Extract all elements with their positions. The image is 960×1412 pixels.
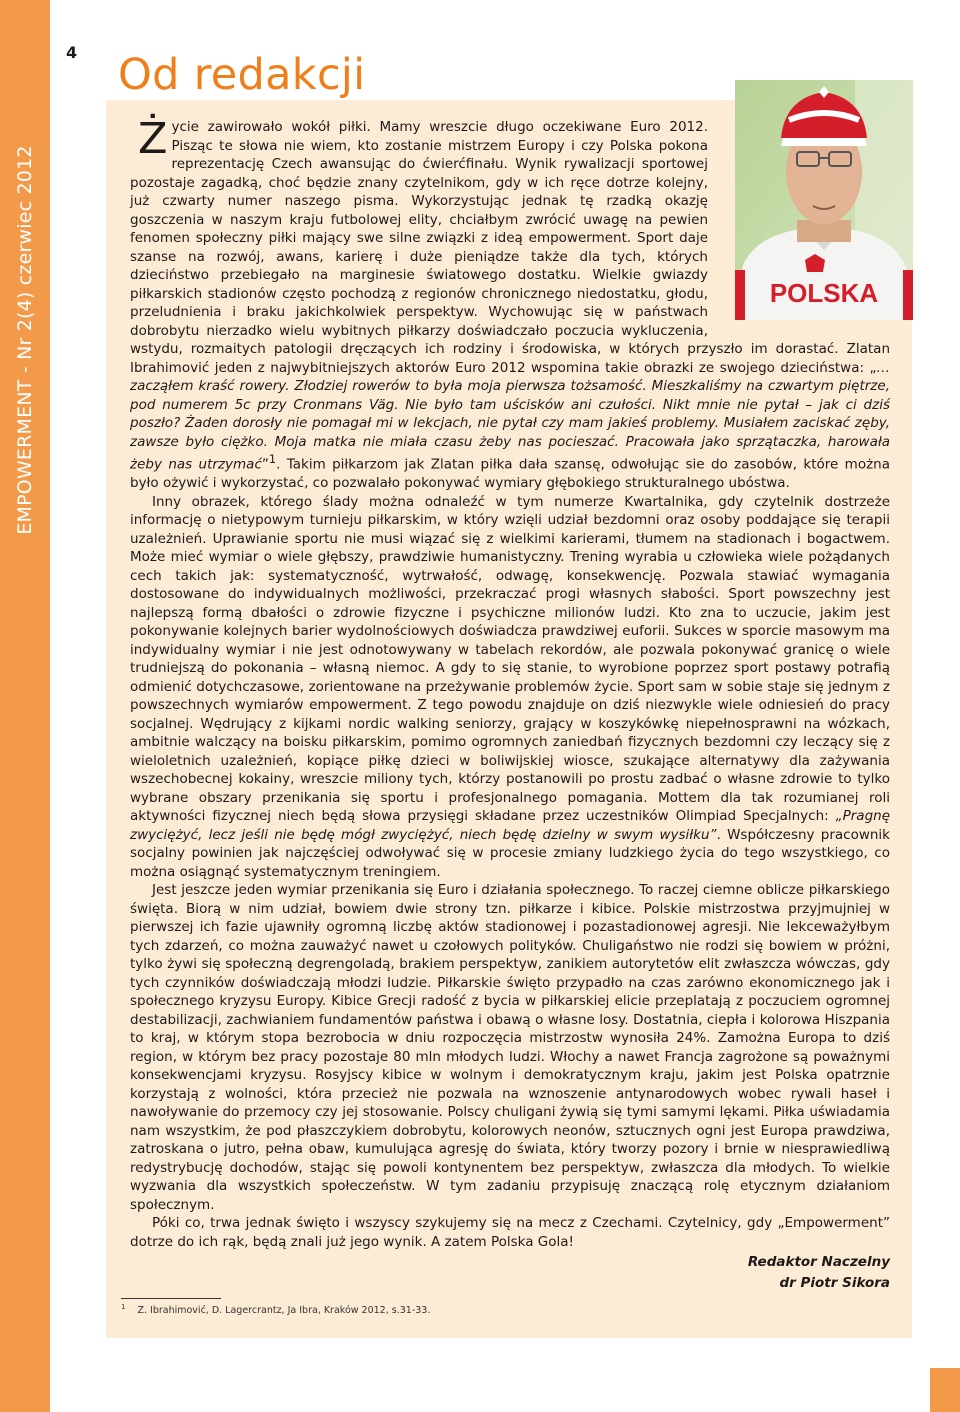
footnote-text: Z. Ibrahimović, D. Lagercrantz, Ja Ibra, Kraków 2012, s.31-33. (137, 1305, 431, 1317)
signature-name: dr Piotr Sikora (779, 1274, 890, 1291)
footnote (121, 1303, 430, 1316)
article-body (130, 114, 890, 1292)
paragraph-3: Jest jeszcze jeden wymiar przenikania się Euro i działania społecznego. To raczej ciemne oblicze piłkarskiego święta. Biorą w nim udział, bowiem dwie strony tzn. piłkarze i kibice. Polskie mistrzostwa przyjmujniej w pierwszej ich fazie ujawniły ogromną liczbę aktów stadionowej i pozastadionowej agresji. Nie lekceważyłbym tych zdarzeń, co można zauważyć nawet u czołowych polityków. Chuligaństwo nie rodzi się bowiem w próżni, tylko żywi się społeczną degrengoladą, brakiem perspektyw, zanikiem autorytetów elit zwłaszcza wówczas, gdy tych czynników doświadczają młodzi ludzie. Piłkarskie święto przypadło na czas zarówno ekonomicznego jak i społecznego kryzysu Europy. Kibice Grecji radość z bycia w piłkarskiej elicie przeplatają z poczuciem ogromnej destabilizacji, zachwianiem fundamentów państwa i obawą o własne losy. Dostatnia, ciepła i kolorowa Hiszpania to kraj, w którym stopa bezrobocia w dniu rozpoczęcia mistrzostw wynosiła 24%. Zamożna Europa to dziś region, w którym bez pracy pozostaje 80 mln młodych ludzi. Włochy a nawet Francja zagrożone są poważnymi konsekwencjami kryzysu. Rosyjscy kibice w wolnym i demokratycznym kraju, jakim jest Polska opatrznie korzystają z wolności, która przecież nie pozwala na wznoszenie antynarodowych wobec rywali haseł i nawoływanie do przemocy czy jej stosowanie. Polscy chuligani żywią się tymi samymi lękami. Piłka uświadamia nam wszystkim, że pod płaszczykiem dobrobytu, kolorowych neonów, sztucznych ogni jest Europa prawdziwa, zatroskana o jutro, pełna obaw, kumulująca agresję do świata, który tworzy pozory i brnie w niesprawiedliwą redystrybucję dochodów, stając się powoli kontynentem bez perspektyw, zwłaszcza dla młodych. To wielkie wyzwania dla wszystkich społeczeństw. W tym zadaniu przypisuję znaczącą rolę etycznym działaniom społecznym. (130, 882, 890, 1213)
footnote-divider (121, 1298, 221, 1299)
ibrahimovic-quote: … zacząłem kraść rowery. Złodziej rowerów to była moja pierwsza tożsamość. Mieszkaliśmy na czwartym piętrze, pod numerem 5c przy Cronmans Väg. Nie było tam uścisków ani czułości. Nikt mnie nie pytał – jak ci dziś poszło? Żaden dorosły nie pomagał mi w lekcjach, nie pytał czy mam jakieś problemy. Musiałem zaciskać zęby, zawsze było ciężko. Moja matka nie miała czasu żeby nas pocieszać. Pracowała jako sprzątaczka, harowała żeby nas utrzymać (130, 359, 890, 473)
paragraph-1: ycie zawirowało wokół piłki. Mamy wreszcie długo oczekiwane Euro 2012. Pisząc te słowa nie wiem, kto zostanie mistrzem Europy i czy Polska pokona reprezentację Czech awansując do ćwierćfinału. Wynik rywalizacji sportowej pozostaje zagadką, choć będzie znany czytelnikom, gdy w ich ręce dotrze kolejny, już czwarty numer naszego pisma. Wykorzystując jednak tę rzadką okazję goszczenia w naszym kraju futbolowej elity, chciałbym zwrócić uwagę na pewien fenomen społeczny piłki mający swe silne związki z ideą empowerment. Sport daje szanse na rozwój, awans, karierę i duże pieniądze także dla tych, których dzieciństwo przebiegało na marginesie światowego dostatku. Wielkie gwiazdy piłkarskich stadionów często pochodzą z regionów chronicznego niedostatku, głodu, przeludnienia i braku jakichkolwiek perspektyw. Wychowując się w państwach dobrobytu nierzadko wielu wybitnych piłkarzy doświadczało poczucia wykluczenia, wstydu, rozmaitych patologii dręczących ich rodziny i środowiska, w których przyszło im dorastać. Zlatan Ibrahimović jeden z najwybitniejszych aktorów Euro 2012 wspomina takie obrazki ze swojego dzieciństwa: „… zacząłem kraść rowery. Złodziej rowerów to była moja pierwsza tożsamość. Mieszkaliśmy na czwartym piętrze, pod numerem 5c przy Cronmans Väg. Nie było tam uścisków ani czułości. Nikt mnie nie pytał – jak ci dziś poszło? Żaden dorosły nie pomagał mi w lekcjach, nie pytał czy mam jakieś problemy. Musiałem zaciskać zęby, zawsze było ciężko. Moja matka nie miała czasu żeby nas pocieszać. Pracowała jako sprzątaczka, harowała żeby nas utrzymać”$^1$. Takim piłkarzom jak Zlatan piłka dała szansę, odwołując sie do zasobów, które można było ożywić i wykorzystać, co pozwalało pokonywać wymiary głębokiego strukturalnego ubóstwa. (130, 119, 890, 491)
footnote-ref: 1 (268, 453, 277, 466)
paragraph-4: Póki co, trwa jednak święto i wszyscy szykujemy się na mecz z Czechami. Czytelnicy, gdy „Empowerment” dotrze do ich rąk, będą znali już jego wynik. A zatem Polska Gola! (130, 1215, 890, 1250)
issue-label: EMPOWERMENT - Nr 2(4) czerwiec 2012 (14, 145, 36, 535)
shirt-lettering: POLSKA (769, 278, 879, 308)
signature-role: Redaktor Naczelny (747, 1254, 890, 1270)
photo-wrap-spacer (708, 118, 890, 331)
page-title: Od redakcji (118, 50, 366, 100)
paragraph-2: Inny obrazek, którego ślady można odnaleźć w tym numerze Kwartalnika, gdy czytelnik dostrzeże informację o nietypowym turnieju piłkarskim, w który wzięli udział bezdomni oraz osoby poddające się terapii uzależnień. Uprawianie sportu nie musi wiązać się z wielkimi karierami, tłumem na stadionach i bogactwem. Może mieć wymiar o wiele głębszy, prawdziwie humanistyczny. Trening wyrabia u człowieka wiele pożądanych cech takich jak: systematyczność, wytrwałość, odwagę, konsekwencję. Pozwala stawiać wymagania dostosowane do indywidualnych możliwości, przekraczać progi własnych słabości. Sport powszechny jest najlepszą formą dbałości o zdrowie fizyczne i psychiczne milionów ludzi. Kto zna to uczucie, jakim jest pokonywanie kolejnych barier wydolnościowych doświadcza prawdziwej euforii. Sukces w sporcie masowym ma indywidualny wymiar i nie jest odnotowywany w tabelach rekordów, ale pozwala pokonywać granicę o wiele trudniejszą do pokonania – własną niemoc. A gdy to się stanie, to wyrobione poprzez sport postawy potrafią odmienić dotychczasowe, zorientowane na przeżywanie problemów życie. Sport sam w sobie staje się jednym z powszechnych wymiarów empowerment. Z tego powodu znajduje on dziś niezwykle wiele odniesień do pracy socjalnej. Wędrujący z kijkami nordic walking seniorzy, grający w koszykówkę niepełnosprawni na wózkach, ambitnie walczący na boisku piłkarskim, pomimo ogromnych zaniedbań fizycznych bezdomni czy leczący się z wieloletnich uzależnień, kopiące piłkę dzieci w boliwijskiej wiosce, szukające alternatywy dla zażywania wszechobecnej kokainy, wreszcie miliony tych, którzy postanowili po prostu zadbać o własne zdrowie to tylko wybrane obszary przenikania się sportu i profesjonalnego pomagania. Mottem dla tak rozumianej roli aktywności fizycznej niech będą słowa przysięgi składane przez uczestników Olimpiad Specjalnych: „Pragnę zwyciężyć, lecz jeśli nie będę mógł zwyciężyć, niech będę dzielny w swym wysiłku”. Współczesny pracownik socjalny powinien jak najczęściej odwoływać się w procesie zmiany ludzkiego życia do tego wszystkiego, co można osiągnąć systematycznym treningiem. (130, 493, 890, 880)
sidebar-strip (0, 0, 50, 1412)
corner-tab (930, 1368, 960, 1412)
special-olympics-oath: „Pragnę zwyciężyć, lecz jeśli nie będę mógł zwyciężyć, niech będę dzielny w swym wysiłku” (130, 808, 890, 843)
footnote-marker: 1 (121, 1303, 126, 1311)
drop-cap: Ż (138, 114, 168, 164)
page-number: 4 (66, 43, 78, 62)
